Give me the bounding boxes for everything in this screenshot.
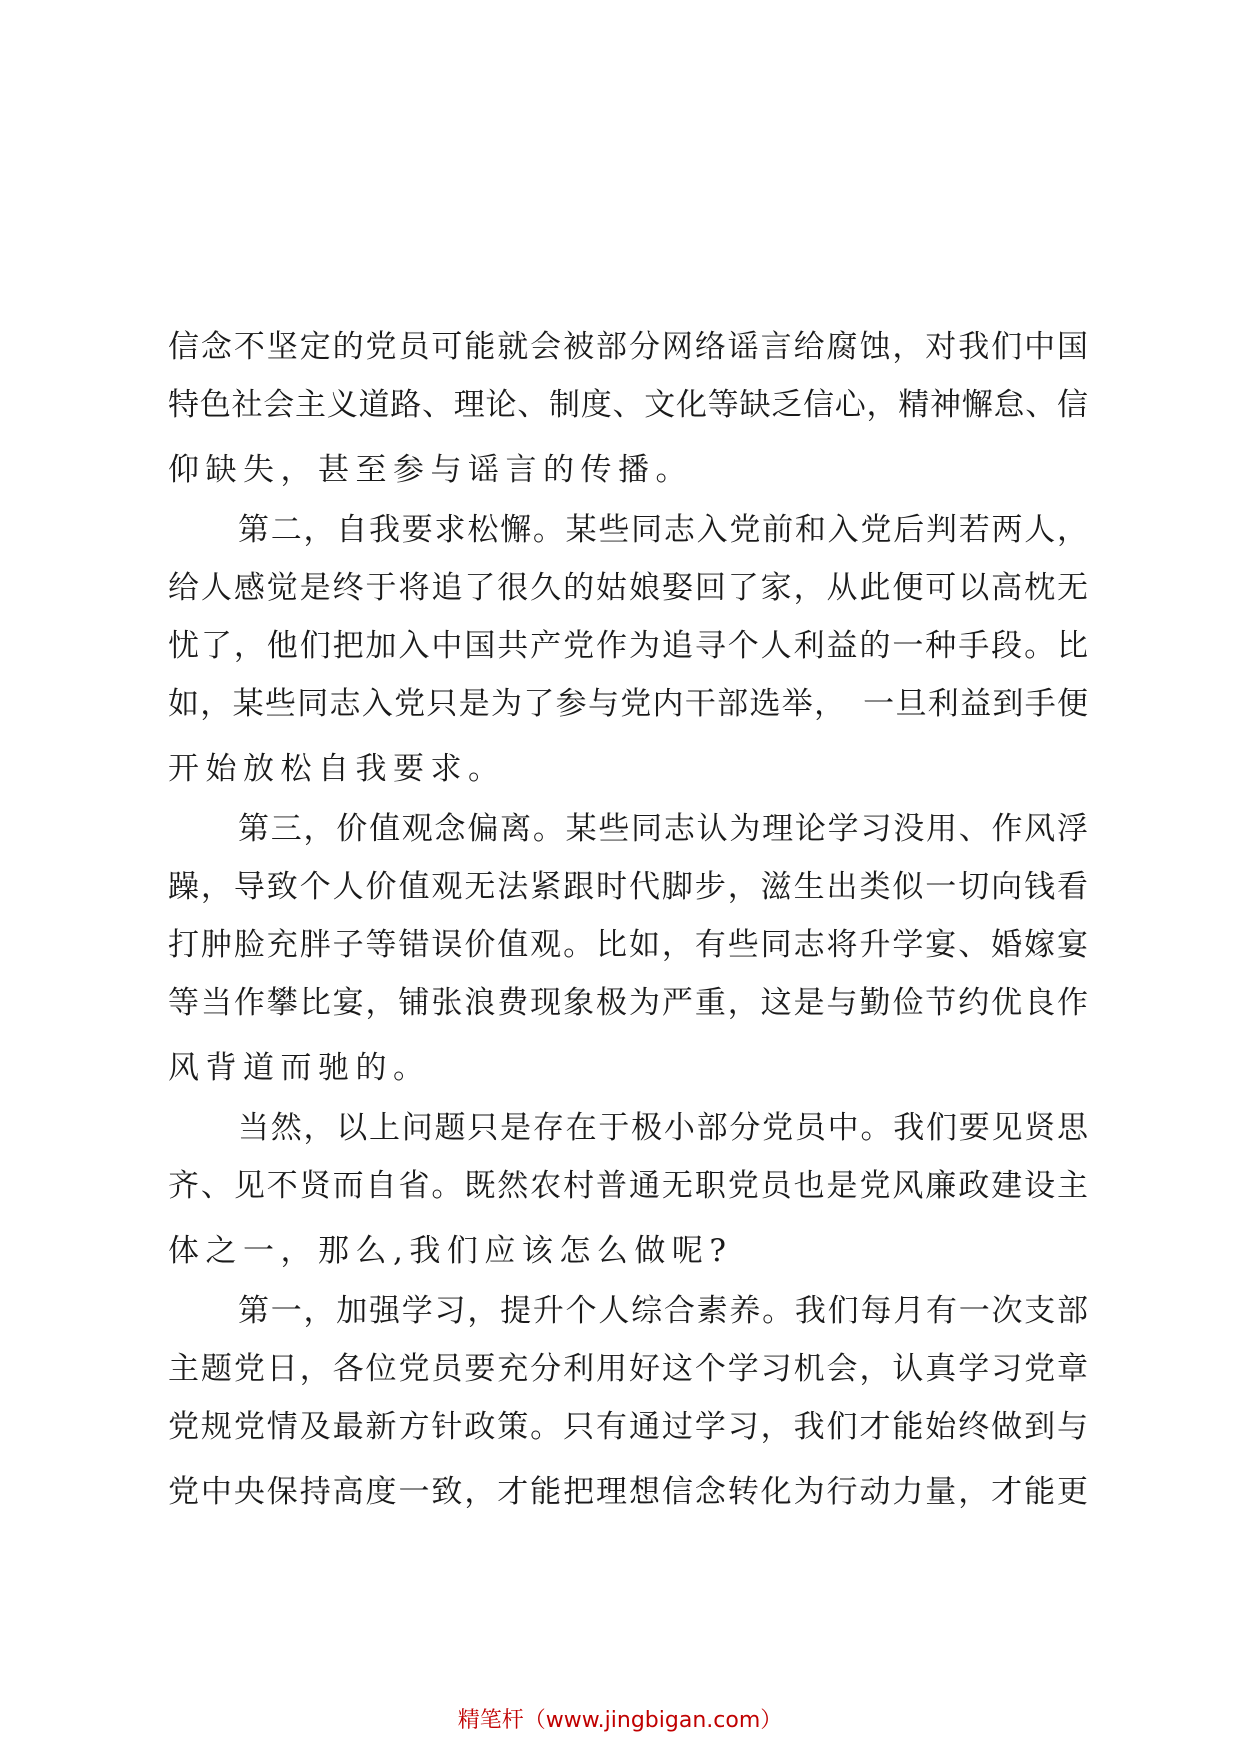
text-line: 特色社会主义道路、理论、制度、文化等缺乏信心，精神懈怠、信 (168, 387, 1088, 423)
text-line: 打肿脸充胖子等错误价值观。比如，有些同志将升学宴、婚嫁宴 (168, 927, 1088, 963)
text-line: 给人感觉是终于将追了很久的姑娘娶回了家，从此便可以高枕无 (168, 570, 1088, 606)
text-line: 主题党日，各位党员要充分利用好这个学习机会，认真学习党章 (168, 1351, 1088, 1387)
text-line: 信念不坚定的党员可能就会被部分网络谣言给腐蚀，对我们中国 (168, 329, 1088, 365)
text-line: 忧了，他们把加入中国共产党作为追寻个人利益的一种手段。比 (168, 628, 1088, 664)
text-line: 躁，导致个人价值观无法紧跟时代脚步，滋生出类似一切向钱看 (168, 869, 1088, 905)
text-line: 齐、见不贤而自省。既然农村普通无职党员也是党风廉政建设主 (168, 1168, 1088, 1204)
text-line: 仰缺失，甚至参与谣言的传播。 (168, 452, 693, 488)
text-line: 如，某些同志入党只是为了参与党内干部选举， 一旦利益到手便 (168, 686, 1088, 722)
text-line: 等当作攀比宴，铺张浪费现象极为严重，这是与勤俭节约优良作 (168, 985, 1088, 1021)
text-line: 风背道而驰的。 (168, 1050, 431, 1086)
text-line: 第二，自我要求松懈。某些同志入党前和入党后判若两人， (238, 512, 1088, 548)
text-line: 党规党情及最新方针政策。只有通过学习，我们才能始终做到与 (168, 1409, 1088, 1445)
text-line: 党中央保持高度一致，才能把理想信念转化为行动力量，才能更 (168, 1474, 1088, 1510)
text-line: 开始放松自我要求。 (168, 751, 506, 787)
text-line: 第三，价值观念偏离。某些同志认为理论学习没用、作风浮 (238, 811, 1088, 847)
text-line: 第一，加强学习，提升个人综合素养。我们每月有一次支部 (238, 1293, 1088, 1329)
footer-watermark: 精笔杆（www.jingbigan.com） (457, 1708, 783, 1733)
text-line: 体之一，那么,我们应该怎么做呢? (168, 1233, 733, 1269)
text-line: 当然，以上问题只是存在于极小部分党员中。我们要见贤思 (238, 1110, 1088, 1146)
